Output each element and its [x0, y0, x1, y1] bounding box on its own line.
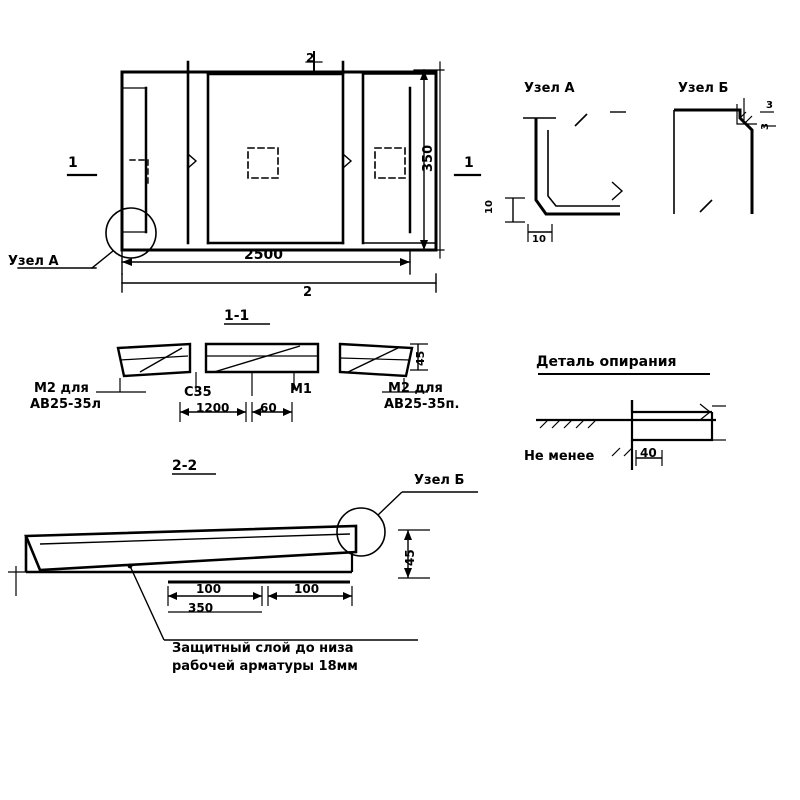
plan-section-mark-right: 1 — [464, 155, 474, 171]
detail-support-dim-40: 40 — [640, 446, 657, 460]
plan-section-mark-bottom: 2 — [303, 285, 313, 300]
section-1-1-dim-1200: 1200 — [196, 401, 230, 415]
detail-support-label-min: Не менее — [524, 449, 595, 464]
section-1-1-label-right-2: АВ25-35п. — [384, 397, 460, 412]
plan-section-mark-top: 2 — [306, 51, 315, 65]
section-2-2-dim-45: 45 — [403, 549, 417, 566]
node-b-dim-top: 3 — [766, 100, 773, 111]
plan-section-mark-left: 1 — [68, 155, 78, 171]
detail-support-title: Деталь опирания — [536, 354, 677, 370]
section-1-1-dim-60: 60 — [260, 401, 277, 415]
section-1-1-label-left: М2 для — [34, 381, 89, 396]
plan-dim-length: 2500 — [244, 247, 283, 263]
section-1-1-label-right: М2 для — [388, 381, 443, 396]
node-a-dim-vertical: 10 — [484, 200, 495, 214]
section-1-1-label-left-2: АВ25-35л — [30, 397, 102, 412]
node-b-dim-side: 3 — [760, 123, 771, 130]
section-1-1-title: 1-1 — [224, 308, 250, 324]
section-2-2-node-b-callout: Узел Б — [414, 473, 465, 488]
plan-dim-height: 350 — [421, 144, 436, 172]
section-2-2-dim-100-a: 100 — [196, 582, 222, 596]
node-a-dim-horizontal: 10 — [532, 234, 546, 245]
section-2-2-title: 2-2 — [172, 458, 198, 474]
section-2-2-note-line2: рабочей арматуры 18мм — [172, 659, 358, 674]
plan-node-a-callout: Узел А — [8, 254, 59, 269]
section-2-2-dim-350: 350 — [188, 601, 214, 615]
section-2-2-note-line1: Защитный слой до низа — [172, 641, 354, 656]
node-a-title: Узел А — [524, 81, 575, 96]
section-1-1-label-c35: С35 — [184, 385, 212, 400]
section-1-1-label-m1: М1 — [290, 382, 312, 397]
section-1-1-dim-45: 45 — [414, 350, 427, 366]
section-2-2-dim-100-b: 100 — [294, 582, 320, 596]
node-b-title: Узел Б — [678, 81, 729, 96]
